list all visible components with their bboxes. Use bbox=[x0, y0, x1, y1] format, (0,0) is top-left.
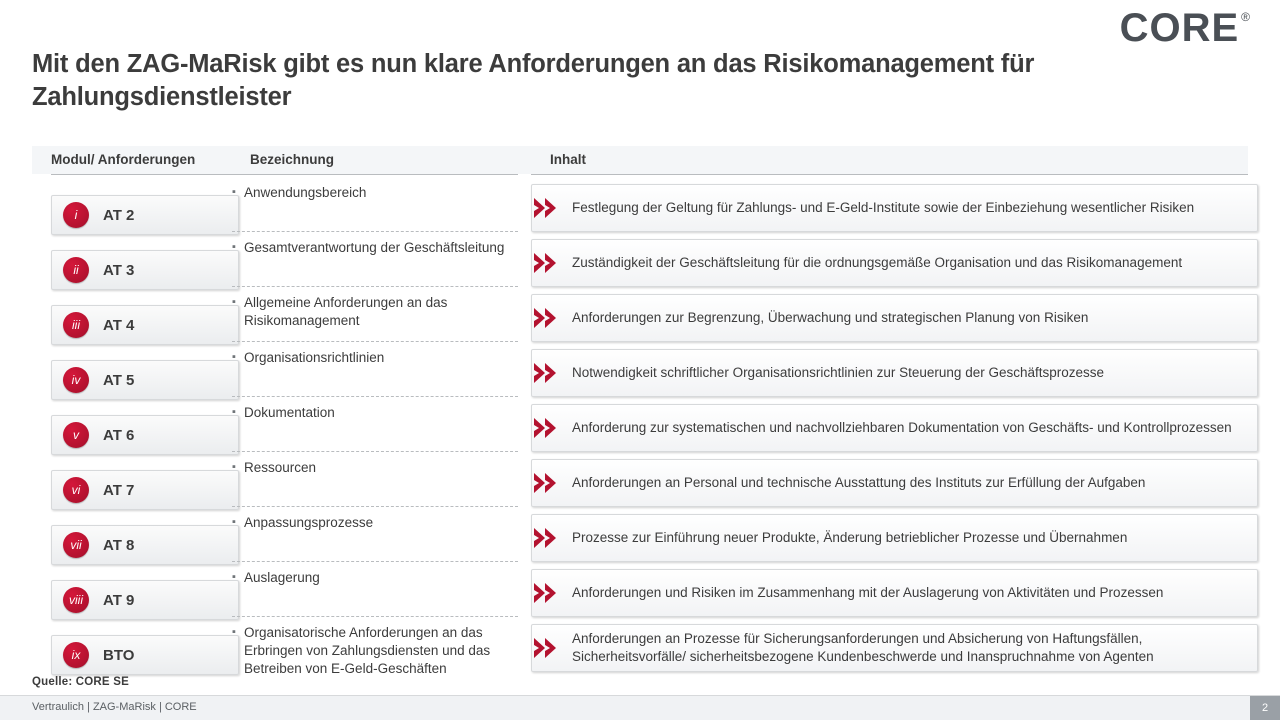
bullet-icon: ▪ bbox=[232, 186, 236, 198]
roman-numeral-badge: v bbox=[63, 422, 89, 448]
designation-text: Anpassungsprozesse bbox=[244, 515, 374, 530]
module-pill[interactable] bbox=[51, 525, 239, 565]
designation-text: Organisationsrichtlinien bbox=[244, 350, 385, 365]
module-pill[interactable] bbox=[51, 305, 239, 345]
row-separator bbox=[232, 561, 518, 562]
row-separator bbox=[232, 286, 518, 287]
source-note: Quelle: CORE SE bbox=[32, 676, 129, 688]
module-label: AT 9 bbox=[103, 591, 135, 609]
content-text: Anforderungen an Personal und technische Ausstattung des Instituts zur Erfüllung der Aufgaben bbox=[572, 474, 1146, 490]
header-divider-designation bbox=[232, 174, 518, 175]
row-separator bbox=[232, 341, 518, 342]
table-body bbox=[32, 176, 1248, 696]
roman-numeral-badge: vii bbox=[63, 532, 89, 558]
module-label: AT 3 bbox=[103, 261, 135, 279]
content-box[interactable] bbox=[531, 184, 1258, 232]
module-label: AT 8 bbox=[103, 536, 135, 554]
double-chevron-icon bbox=[532, 635, 566, 661]
bullet-icon: ▪ bbox=[232, 406, 236, 418]
designation-text: Auslagerung bbox=[244, 570, 320, 585]
requirements-table bbox=[32, 146, 1248, 696]
column-header-designation: Bezeichnung bbox=[250, 152, 335, 167]
content-box[interactable] bbox=[531, 624, 1258, 672]
bullet-icon: ▪ bbox=[232, 461, 236, 473]
registered-trademark-icon: ® bbox=[1241, 10, 1250, 24]
designation-item bbox=[232, 404, 528, 422]
module-pill[interactable] bbox=[51, 635, 239, 675]
module-label: BTO bbox=[103, 646, 135, 664]
designation-text: Gesamtverantwortung der Geschäftsleitung bbox=[244, 240, 505, 255]
designation-text: Dokumentation bbox=[244, 405, 335, 420]
module-pill[interactable] bbox=[51, 470, 239, 510]
designation-item bbox=[232, 459, 528, 477]
column-header-content: Inhalt bbox=[550, 152, 586, 167]
roman-numeral-badge: ii bbox=[63, 257, 89, 283]
content-text: Zuständigkeit der Geschäftsleitung für die ordnungsgemäße Organisation und das Risikomanagement bbox=[572, 254, 1183, 270]
bullet-icon: ▪ bbox=[232, 516, 236, 528]
designation-text: Allgemeine Anforderungen an das Risikomanagement bbox=[244, 295, 448, 328]
footer-bar bbox=[0, 695, 1280, 720]
designation-text: Organisatorische Anforderungen an das Erbringen von Zahlungsdiensten und das Betreiben von E-Geld-Geschäften bbox=[244, 625, 491, 676]
module-label: AT 7 bbox=[103, 481, 135, 499]
roman-numeral-badge: ix bbox=[63, 642, 89, 668]
bullet-icon: ▪ bbox=[232, 571, 236, 583]
content-text: Anforderungen an Prozesse für Sicherungsanforderungen und Absicherung von Haftungsfällen, Sicherheitsvorfälle/ sicherheitsbezogene Kundenbeschwerde und Inanspruchnahme von Agenten bbox=[572, 630, 1154, 664]
double-chevron-icon bbox=[532, 250, 566, 276]
row-separator bbox=[232, 396, 518, 397]
module-pill[interactable] bbox=[51, 360, 239, 400]
designation-item bbox=[232, 184, 528, 202]
roman-numeral-badge: i bbox=[63, 202, 89, 228]
roman-numeral-badge: iii bbox=[63, 312, 89, 338]
content-text: Festlegung der Geltung für Zahlungs- und E-Geld-Institute sowie der Einbeziehung wesentlicher Risiken bbox=[572, 199, 1195, 215]
table-header-row bbox=[32, 146, 1248, 174]
content-text: Anforderungen und Risiken im Zusammenhang mit der Auslagerung von Aktivitäten und Prozessen bbox=[572, 584, 1164, 600]
content-box[interactable] bbox=[531, 349, 1258, 397]
content-box[interactable] bbox=[531, 569, 1258, 617]
designation-item bbox=[232, 624, 528, 678]
row-separator bbox=[232, 506, 518, 507]
module-pill[interactable] bbox=[51, 250, 239, 290]
content-box[interactable] bbox=[531, 294, 1258, 342]
module-label: AT 2 bbox=[103, 206, 135, 224]
content-text: Anforderung zur systematischen und nachvollziehbaren Dokumentation von Geschäfts- und Kontrollprozessen bbox=[572, 419, 1232, 435]
designation-item bbox=[232, 514, 528, 532]
core-logo bbox=[1120, 8, 1250, 48]
bullet-icon: ▪ bbox=[232, 626, 236, 638]
module-pill[interactable] bbox=[51, 195, 239, 235]
module-label: AT 5 bbox=[103, 371, 135, 389]
header-divider-module bbox=[51, 174, 237, 175]
roman-numeral-badge: vi bbox=[63, 477, 89, 503]
roman-numeral-badge: viii bbox=[63, 587, 89, 613]
double-chevron-icon bbox=[532, 470, 566, 496]
double-chevron-icon bbox=[532, 360, 566, 386]
page-number-badge: 2 bbox=[1250, 696, 1280, 720]
designation-item bbox=[232, 569, 528, 587]
designation-item bbox=[232, 294, 528, 330]
footer-text: Vertraulich | ZAG-MaRisk | CORE bbox=[32, 701, 197, 713]
double-chevron-icon bbox=[532, 195, 566, 221]
logo-text: CORE bbox=[1119, 6, 1240, 50]
content-box[interactable] bbox=[531, 514, 1258, 562]
module-label: AT 4 bbox=[103, 316, 135, 334]
bullet-icon: ▪ bbox=[232, 241, 236, 253]
designation-item bbox=[232, 239, 528, 257]
column-header-module: Modul/ Anforderungen bbox=[51, 152, 196, 167]
roman-numeral-badge: iv bbox=[63, 367, 89, 393]
designation-text: Anwendungsbereich bbox=[244, 185, 367, 200]
double-chevron-icon bbox=[532, 305, 566, 331]
module-label: AT 6 bbox=[103, 426, 135, 444]
row-separator bbox=[232, 451, 518, 452]
content-box[interactable] bbox=[531, 404, 1258, 452]
content-text: Prozesse zur Einführung neuer Produkte, Änderung betrieblicher Prozesse und Übernahmen bbox=[572, 529, 1128, 545]
row-separator bbox=[232, 231, 518, 232]
module-pill[interactable] bbox=[51, 415, 239, 455]
double-chevron-icon bbox=[532, 525, 566, 551]
page-title: Mit den ZAG-MaRisk gibt es nun klare Anforderungen an das Risikomanagement für Zahlungsdienstleister bbox=[32, 50, 1035, 111]
module-pill[interactable] bbox=[51, 580, 239, 620]
bullet-icon: ▪ bbox=[232, 351, 236, 363]
bullet-icon: ▪ bbox=[232, 296, 236, 308]
content-text: Anforderungen zur Begrenzung, Überwachung und strategischen Planung von Risiken bbox=[572, 309, 1089, 325]
content-box[interactable] bbox=[531, 459, 1258, 507]
designation-text: Ressourcen bbox=[244, 460, 317, 475]
double-chevron-icon bbox=[532, 415, 566, 441]
content-box[interactable] bbox=[531, 239, 1258, 287]
designation-item bbox=[232, 349, 528, 367]
header-divider-content bbox=[531, 174, 1248, 175]
row-separator bbox=[232, 616, 518, 617]
content-text: Notwendigkeit schriftlicher Organisationsrichtlinien zur Steuerung der Geschäftsprozesse bbox=[572, 364, 1105, 380]
double-chevron-icon bbox=[532, 580, 566, 606]
